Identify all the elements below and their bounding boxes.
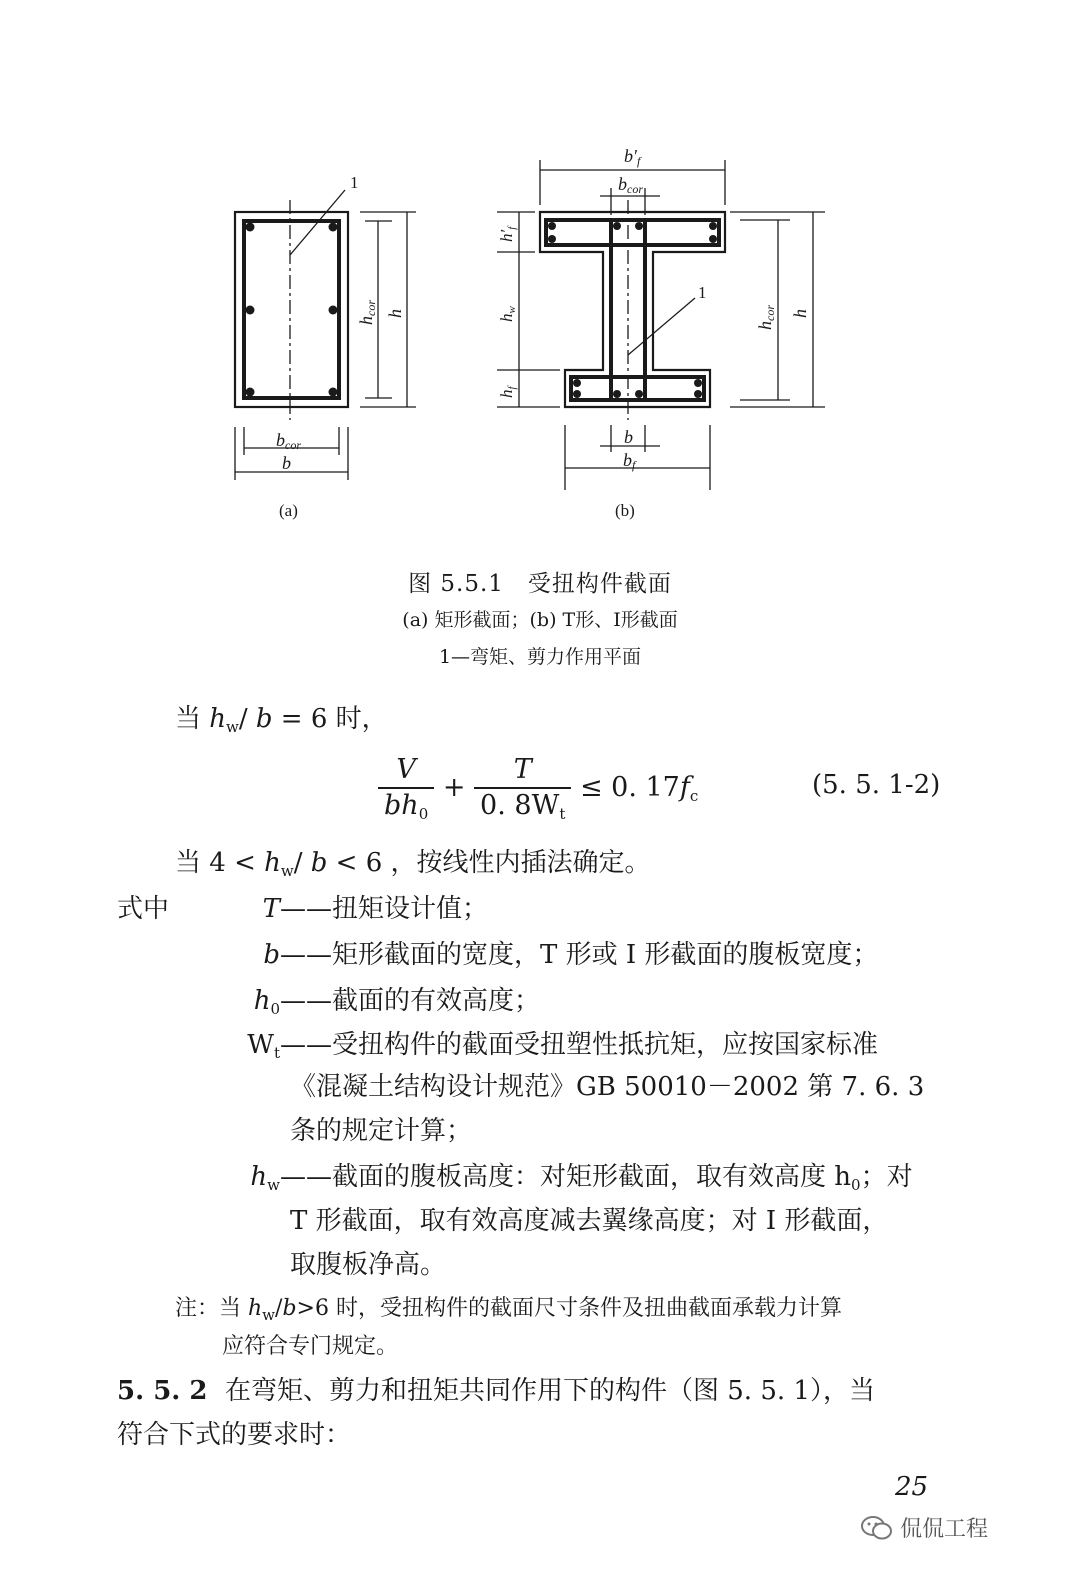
label-bf: bf	[623, 450, 636, 472]
def-text-hw: ——截面的腹板高度：对矩形截面，取有效高度 $h_0$；对	[280, 1162, 913, 1194]
label-hf-prime: h′f	[497, 226, 518, 242]
def-text-h0: ——截面的有效高度；	[280, 986, 541, 1016]
wechat-icon	[860, 1514, 894, 1542]
condition-hw-b-equals-6: 当 $h_w/$ b = 6 时，	[175, 704, 388, 736]
label-hw: hw	[497, 306, 518, 322]
def-text-hw-line2: T 形截面，取有效高度减去翼缘高度；对 I 形截面，	[290, 1206, 889, 1236]
section-b-top-flange-stirrup	[546, 220, 719, 245]
rebar	[694, 379, 702, 387]
label-b-cor-a: bcor	[276, 430, 301, 452]
section-b-leader	[628, 298, 695, 355]
def-text-wt-line3: 条的规定计算；	[290, 1116, 473, 1146]
rebar	[246, 306, 255, 315]
def-symbol-hw: $h_w$	[250, 1162, 280, 1194]
rebar	[694, 390, 702, 398]
rebar	[635, 222, 643, 230]
where-label: 式中	[117, 894, 170, 924]
rebar	[329, 223, 338, 232]
watermark	[860, 1512, 988, 1543]
figure-caption-subtitle: (a) 矩形截面；(b) T形、I形截面	[402, 609, 678, 631]
label-bf-prime: b′f	[624, 146, 641, 168]
clause-line2: 符合下式的要求时：	[117, 1420, 352, 1450]
section-a-stirrup	[244, 221, 339, 398]
rebar	[613, 390, 621, 398]
note-line2: 应符合专门规定。	[222, 1334, 399, 1359]
def-text-wt: ——受扭构件的截面受扭塑性抵抗矩，应按国家标准	[280, 1030, 879, 1060]
label-h-cor-a: hcor	[356, 300, 378, 325]
rebar	[246, 223, 255, 232]
def-text-wt-line2: 《混凝土结构设计规范》GB 50010－2002 第 7. 6. 3	[290, 1072, 925, 1102]
rebar	[635, 390, 643, 398]
def-text-t: ——扭矩设计值；	[280, 894, 489, 924]
rebar	[329, 388, 338, 397]
watermark-text: 侃侃工程	[900, 1517, 989, 1542]
def-symbol-b: b	[263, 940, 280, 970]
label-b-cor-b: bcor	[618, 174, 643, 196]
rebar	[709, 222, 717, 230]
condition-interpolation: 当 $4 < h_w/$ b < 6 ，按线性内插法确定。	[175, 848, 651, 880]
formula-5-5-1-2: $\frac{V}{bh_0}$ + $\frac{T}{0. 8W_t}$ ≤ 0. $17f_c$	[378, 755, 698, 821]
def-symbol-wt: $W_t$	[247, 1030, 280, 1062]
rebar	[613, 222, 621, 230]
label-b-a: b	[282, 453, 291, 473]
figure-caption-note: 1—弯矩、剪力作用平面	[438, 646, 642, 668]
label-leader-a: 1	[350, 173, 359, 192]
def-symbol-h0: $h_0$	[253, 986, 280, 1018]
rebar	[573, 379, 581, 387]
label-h-b: h	[790, 309, 810, 318]
label-tag-a: (a)	[279, 501, 298, 520]
def-text-b: ——矩形截面的宽度，T 形或 I 形截面的腹板宽度；	[280, 940, 879, 970]
label-leader-b: 1	[698, 283, 707, 302]
figure-5-5-1	[0, 0, 1080, 540]
clause-line1: 在弯矩、剪力和扭矩共同作用下的构件（图 5. 5. 1），当	[225, 1376, 875, 1406]
rebar	[548, 235, 556, 243]
fraction-t-over-wt: $\frac{T}{0. 8W_t}$	[474, 755, 571, 821]
rebar	[573, 390, 581, 398]
label-tag-b: (b)	[615, 501, 635, 520]
formula-number: (5. 5. 1-2)	[812, 770, 941, 800]
figure-caption-title: 图 5.5.1 受扭构件截面	[408, 571, 672, 597]
page-number: 25	[895, 1472, 929, 1502]
def-symbol-t: T	[262, 894, 280, 924]
def-text-hw-line3: 取腹板净高。	[290, 1250, 447, 1280]
rebar	[246, 388, 255, 397]
rebar	[548, 222, 556, 230]
rebar	[709, 235, 717, 243]
label-h-a: h	[385, 309, 405, 318]
fraction-v-over-bh0: $\frac{V}{bh_0}$	[378, 755, 434, 821]
rebar	[329, 306, 338, 315]
label-h-cor-b: hcor	[755, 305, 777, 330]
label-b-b: b	[624, 427, 633, 447]
clause-number: 5. 5. 2	[117, 1376, 208, 1406]
label-hf: hf	[497, 386, 518, 398]
note: 注：当 $h_w/b>6$ 时，受扭构件的截面尺寸条件及扭曲截面承载力计算	[175, 1296, 842, 1324]
